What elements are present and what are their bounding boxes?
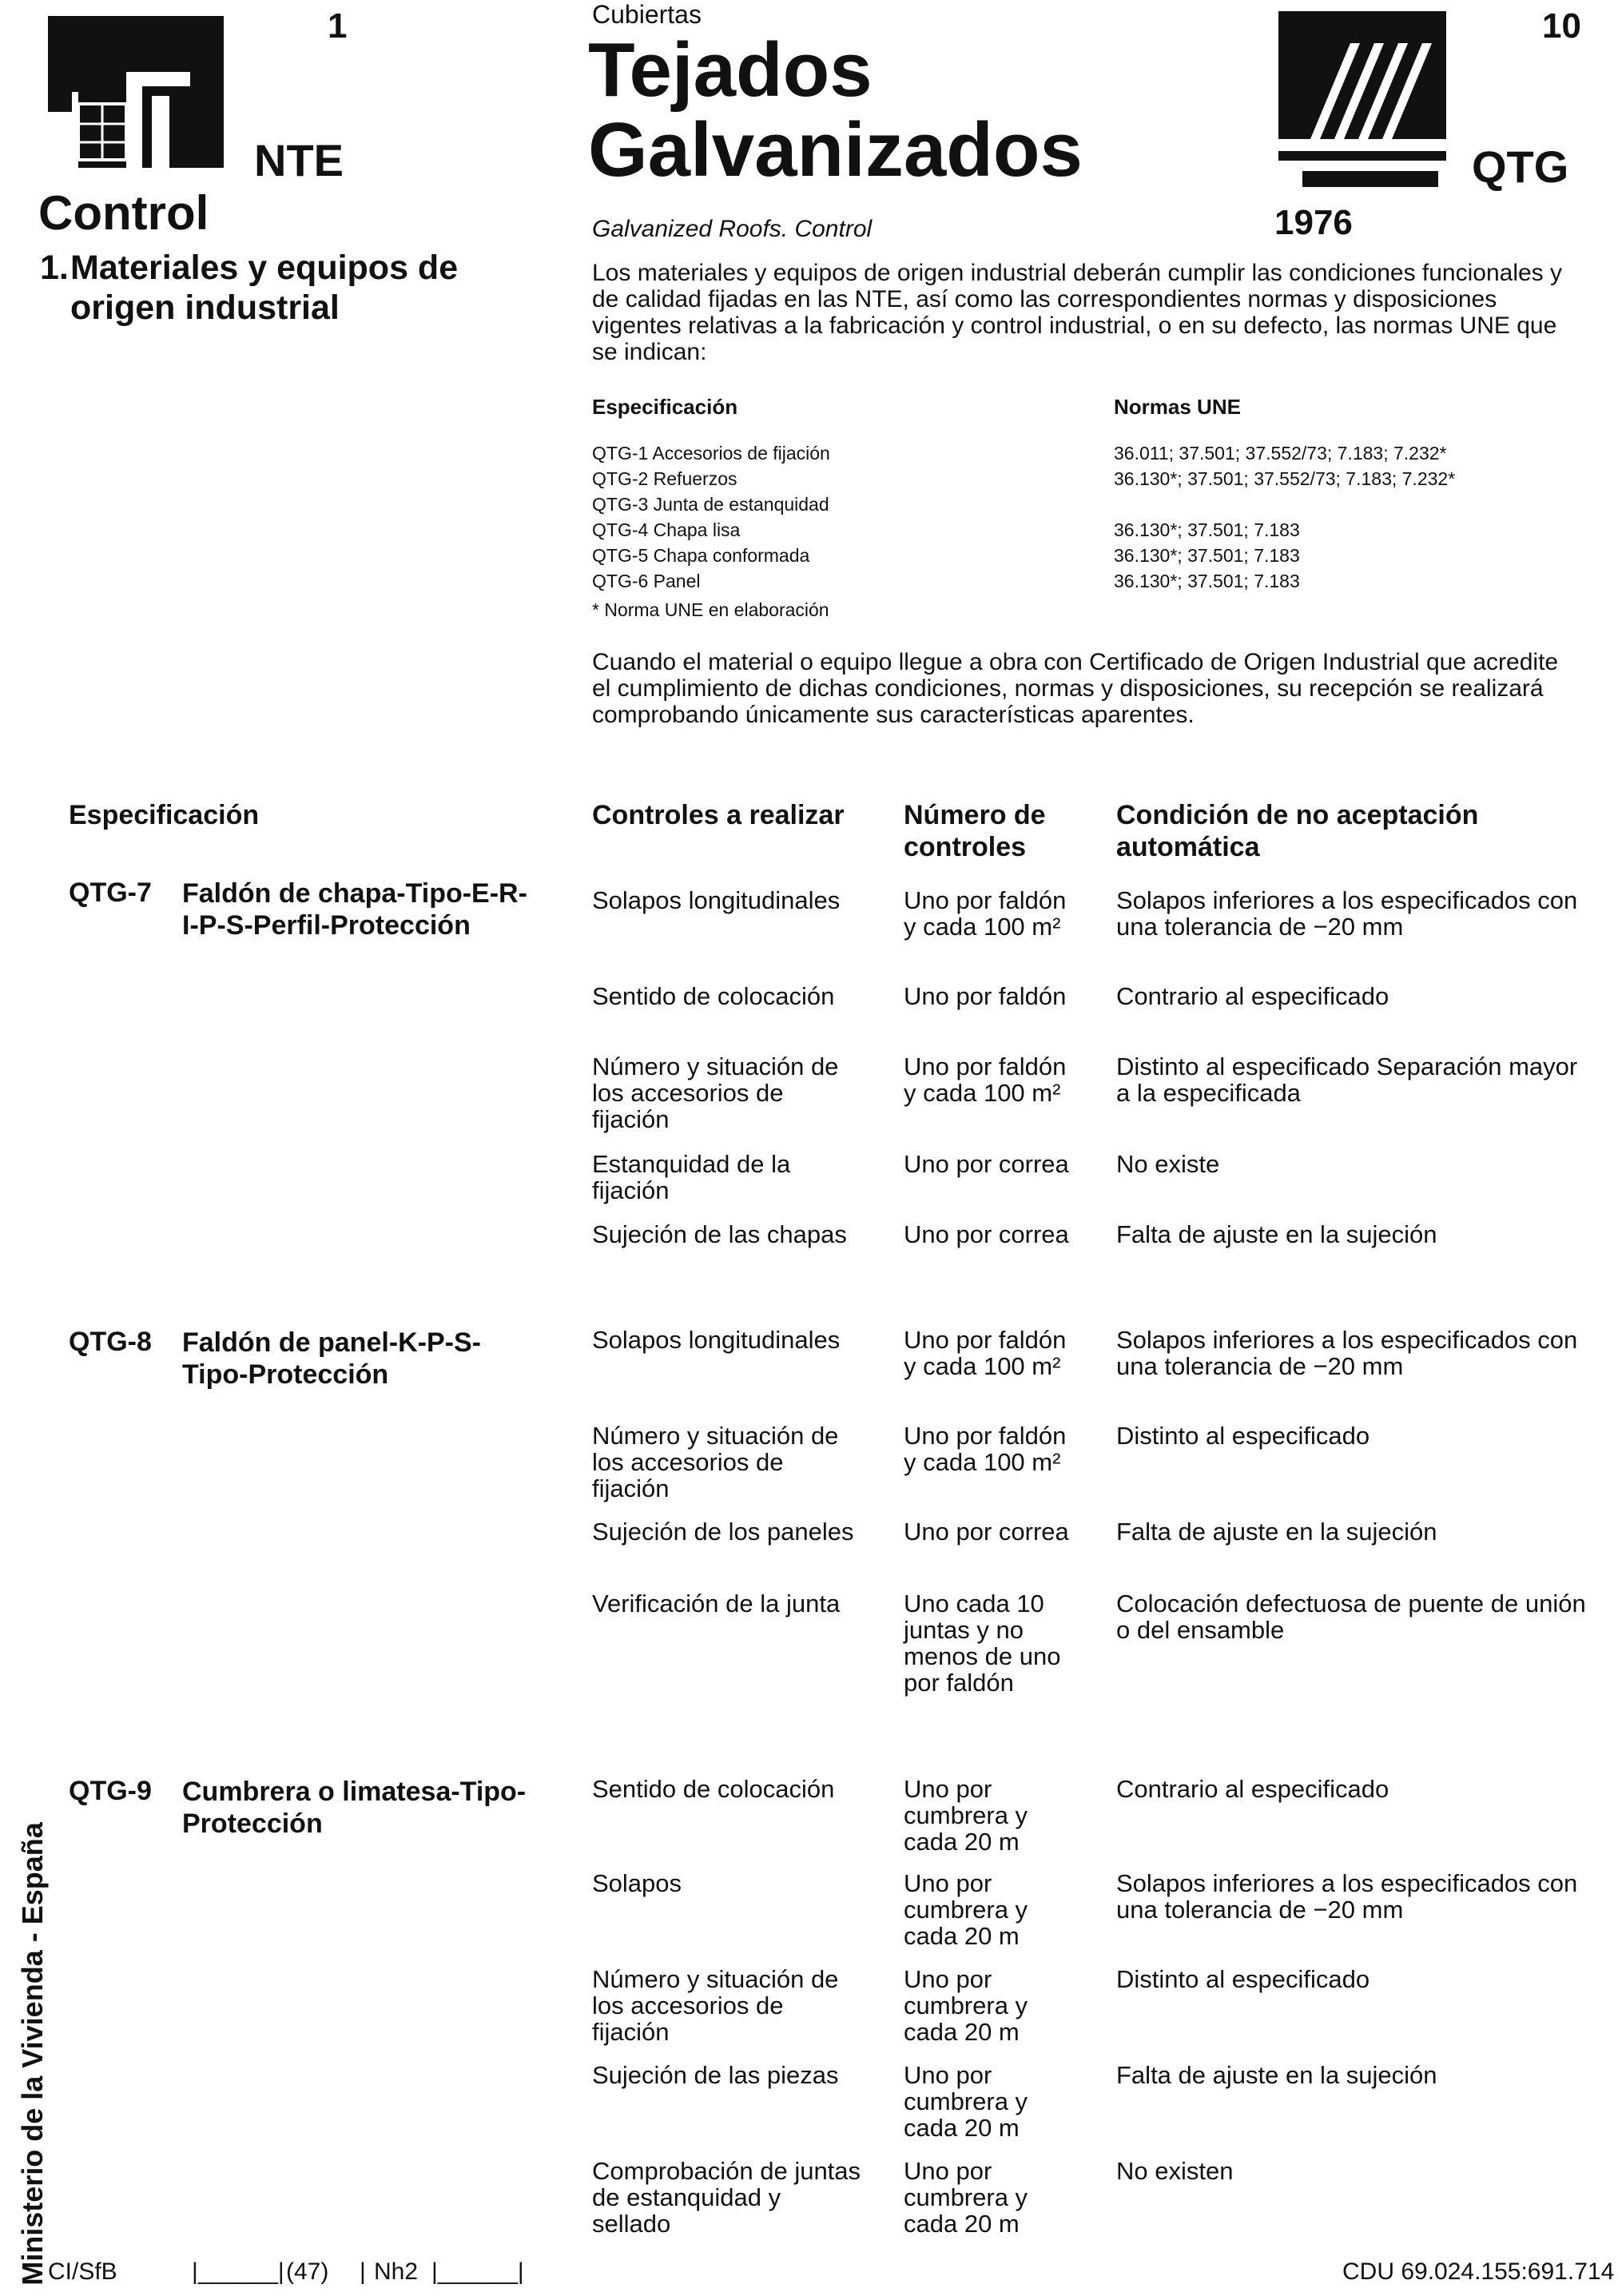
- table-cell-control: Sentido de colocación: [592, 1775, 835, 1803]
- table-cell-condition: Falta de ajuste en la sujeción: [1116, 1220, 1437, 1248]
- table-cell-control: Solapos longitudinales: [592, 886, 841, 914]
- table-cell-number: Uno por faldón y cada 100 m²: [904, 1052, 1067, 1107]
- cdu-code: CDU 69.024.155:691.714: [1342, 2258, 1615, 2285]
- table-cell-condition: Falta de ajuste en la sujeción: [1116, 2061, 1437, 2089]
- table-cell-condition: Contrario al especificado: [1116, 1775, 1389, 1803]
- table-cell-number: Uno por correa: [904, 1220, 1069, 1248]
- spec-code: QTG-7: [69, 877, 152, 908]
- table-cell-number: Uno por faldón y cada 100 m²: [904, 1326, 1067, 1380]
- spec-footnote: * Norma UNE en elaboración: [592, 599, 829, 620]
- spec-list-header-spec: Especificación: [592, 395, 738, 419]
- certificate-paragraph: Cuando el material o equipo llegue a obra con Certificado de Origen Industrial que acredite el cumplimiento de dichas condiciones, normas y disposiciones, su recepción se realizará comprobando únicamente sus características aparentes.: [592, 649, 1559, 728]
- cisfb-label: CI/SfB: [48, 2258, 117, 2285]
- table-cell-number: Uno cada 10 juntas y no menos de uno por faldón: [904, 1590, 1061, 1697]
- table-cell-condition: Distinto al especificado Separación mayor a la especificada: [1116, 1052, 1578, 1107]
- table-cell-number: Uno por correa: [904, 1150, 1069, 1178]
- table-cell-control: Estanquidad de la fijación: [592, 1150, 791, 1204]
- page-number-right: 10: [1542, 6, 1581, 46]
- ministry-side-text: Ministerio de la Vivienda - España: [16, 1822, 49, 2286]
- table-cell-condition: Contrario al especificado: [1116, 982, 1389, 1010]
- control-title: Control: [38, 186, 209, 240]
- table-cell-control: Comprobación de juntas de estanquidad y sellado: [592, 2157, 861, 2238]
- table-cell-number: Uno por faldón: [904, 982, 1067, 1010]
- table-cell-condition: No existen: [1116, 2157, 1234, 2185]
- table-header-spec: Especificación: [69, 800, 260, 830]
- table-cell-control: Número y situación de los accesorios de fijación: [592, 1965, 839, 2046]
- spec-norms: 36.130*; 37.501; 7.183: [1114, 571, 1300, 591]
- spec-norms: 36.130*; 37.501; 7.183: [1114, 519, 1300, 540]
- table-cell-control: Sujeción de las piezas: [592, 2061, 839, 2089]
- spec-norms: 36.011; 37.501; 37.552/73; 7.183; 7.232*: [1114, 443, 1447, 464]
- table-cell-condition: Solapos inferiores a los especificados con una tolerancia de −20 mm: [1116, 1869, 1578, 1924]
- table-cell-control: Número y situación de los accesorios de fijación: [592, 1422, 839, 1502]
- table-cell-condition: Colocación defectuosa de puente de unión o del ensamble: [1116, 1590, 1586, 1644]
- spec-code: QTG-8: [69, 1327, 152, 1357]
- table-cell-condition: No existe: [1116, 1150, 1220, 1178]
- section-number: 1.: [40, 249, 69, 287]
- table-cell-control: Sujeción de las chapas: [592, 1220, 847, 1248]
- spec-title: Cumbrera o limatesa-Tipo-Protección: [182, 1777, 527, 1839]
- table-cell-number: Uno por cumbrera y cada 20 m: [904, 2061, 1028, 2142]
- code-label: QTG: [1472, 141, 1569, 192]
- nte-label: NTE: [254, 135, 344, 185]
- table-cell-condition: Falta de ajuste en la sujeción: [1116, 1518, 1437, 1546]
- table-cell-number: Uno por faldón y cada 100 m²: [904, 1422, 1067, 1476]
- document-subtitle: Galvanized Roofs. Control: [592, 216, 873, 242]
- spec-item: QTG-2 Refuerzos: [592, 468, 737, 489]
- table-cell-condition: Solapos inferiores a los especificados con una tolerancia de −20 mm: [1116, 1326, 1578, 1380]
- spec-norms: 36.130*; 37.501; 7.183: [1114, 545, 1300, 566]
- table-cell-number: Uno por cumbrera y cada 20 m: [904, 1965, 1028, 2046]
- spec-norms: 36.130*; 37.501; 37.552/73; 7.183; 7.232*: [1114, 468, 1456, 489]
- spec-item: QTG-3 Junta de estanquidad: [592, 494, 829, 515]
- section-heading-text: Materiales y equipos de origen industrial: [70, 249, 459, 327]
- spec-title: Faldón de panel-K-P-S-Tipo-Protección: [182, 1327, 481, 1390]
- cisfb-code-2: Nh2: [374, 2258, 419, 2285]
- table-cell-number: Uno por cumbrera y cada 20 m: [904, 1869, 1028, 1950]
- table-header-condition: Condición de no aceptación automática: [1116, 800, 1479, 862]
- spec-item: QTG-4 Chapa lisa: [592, 519, 741, 540]
- table-cell-control: Número y situación de los accesorios de fijación: [592, 1052, 839, 1133]
- table-cell-number: Uno por cumbrera y cada 20 m: [904, 2157, 1028, 2238]
- table-header-controls: Controles a realizar: [592, 800, 845, 830]
- spec-list-header-norms: Normas UNE: [1114, 395, 1241, 419]
- page-number-left: 1: [328, 6, 348, 46]
- table-cell-control: Solapos: [592, 1869, 682, 1897]
- table-cell-control: Sujeción de los paneles: [592, 1518, 854, 1546]
- table-cell-condition: Distinto al especificado: [1116, 1422, 1370, 1450]
- spec-item: QTG-6 Panel: [592, 571, 701, 591]
- table-cell-control: Sentido de colocación: [592, 982, 835, 1010]
- year: 1976: [1274, 203, 1353, 242]
- table-cell-condition: Solapos inferiores a los especificados con una tolerancia de −20 mm: [1116, 886, 1578, 941]
- category-label: Cubiertas: [592, 0, 702, 29]
- spec-item: QTG-5 Chapa conformada: [592, 545, 810, 566]
- table-cell-number: Uno por cumbrera y cada 20 m: [904, 1775, 1028, 1856]
- table-cell-condition: Distinto al especificado: [1116, 1965, 1370, 1993]
- document-title-line2: Galvanizados: [588, 107, 1083, 193]
- intro-paragraph: Los materiales y equipos de origen industrial deberán cumplir las condiciones funcionales y de calidad fijadas en las NTE, así como las correspondientes normas y disposiciones vigentes relativas a la fabricación y control industrial, o en su defecto, las normas UNE que se indican:: [592, 260, 1563, 365]
- table-cell-control: Solapos longitudinales: [592, 1326, 841, 1354]
- spec-code: QTG-9: [69, 1776, 152, 1806]
- spec-item: QTG-1 Accesorios de fijación: [592, 443, 830, 464]
- document-title-line1: Tejados: [588, 27, 873, 113]
- table-header-number: Número de controles: [904, 800, 1046, 862]
- spec-title: Faldón de chapa-Tipo-E-R-I-P-S-Perfil-Protección: [182, 878, 527, 941]
- table-cell-number: Uno por faldón y cada 100 m²: [904, 886, 1067, 941]
- cisfb-code-1: (47): [286, 2258, 329, 2285]
- table-cell-number: Uno por correa: [904, 1518, 1069, 1546]
- table-cell-control: Verificación de la junta: [592, 1590, 841, 1618]
